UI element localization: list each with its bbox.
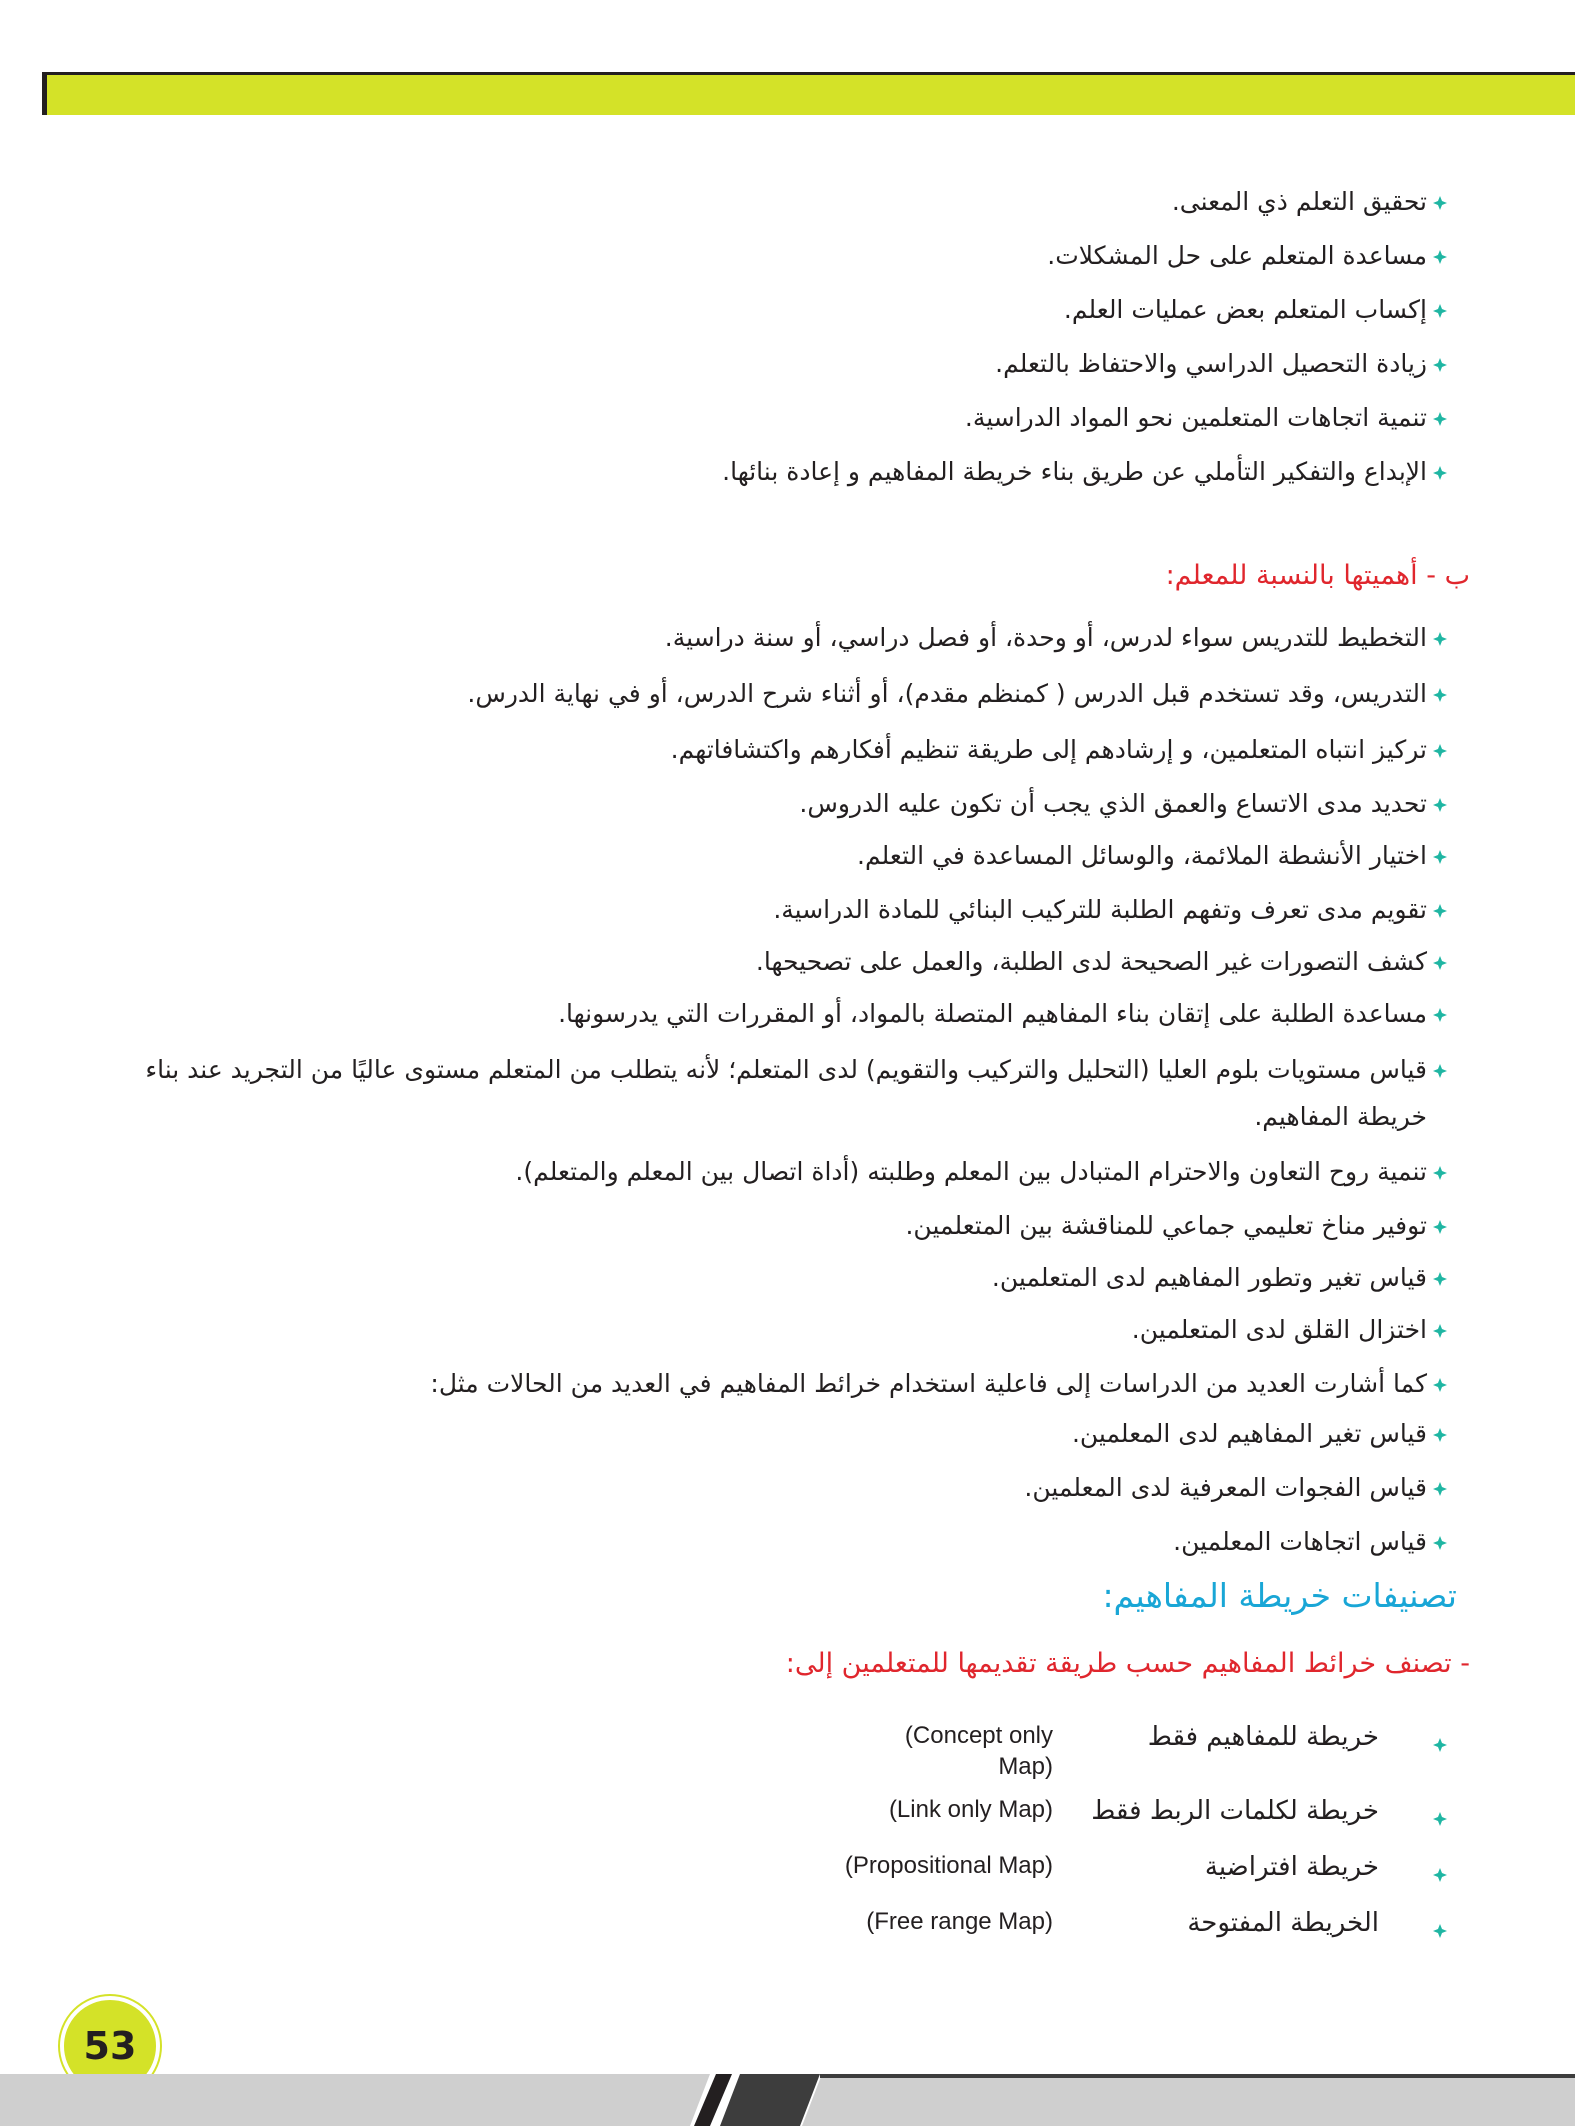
map-type-english: (Concept only Map) bbox=[904, 1722, 1053, 1780]
subheading-classification: - تصنف خرائط المفاهيم حسب طريقة تقديمها للمتعلمين إلى: bbox=[785, 1648, 1470, 1679]
star-bullet-icon bbox=[1433, 1008, 1445, 1020]
map-type-arabic: الخريطة المفتوحة bbox=[1187, 1908, 1379, 1938]
star-bullet-icon bbox=[1433, 1272, 1445, 1284]
map-type-arabic: خريطة للمفاهيم فقط bbox=[1147, 1722, 1379, 1752]
page-number: 53 bbox=[83, 2024, 137, 2068]
section-heading-teacher: ب - أهميتها بالنسبة للمعلم: bbox=[1165, 560, 1470, 591]
star-bullet-icon bbox=[1433, 1536, 1445, 1548]
star-bullet-icon bbox=[1433, 744, 1445, 756]
list-item: تنمية روح التعاون والاحترام المتبادل بين المعلم وطلبته (أداة اتصال بين المعلم والمتعلم). bbox=[515, 1157, 1427, 1186]
list-item: تحديد مدى الاتساع والعمق الذي يجب أن تكون عليه الدروس. bbox=[799, 789, 1427, 818]
star-bullet-icon bbox=[1433, 1166, 1445, 1178]
header-accent-bar bbox=[42, 72, 1575, 115]
star-bullet-icon bbox=[1433, 632, 1445, 644]
star-bullet-icon bbox=[1433, 358, 1445, 370]
list-item: توفير مناخ تعليمي جماعي للمناقشة بين المتعلمين. bbox=[905, 1211, 1427, 1240]
list-item: كما أشارت العديد من الدراسات إلى فاعلية استخدام خرائط المفاهيم في العديد من الحالات مثل: bbox=[430, 1369, 1427, 1398]
map-type-english: (Free range Map) bbox=[866, 1908, 1053, 1935]
list-item: قياس تغير وتطور المفاهيم لدى المتعلمين. bbox=[991, 1263, 1427, 1292]
list-item: تحقيق التعلم ذي المعنى. bbox=[1171, 187, 1427, 216]
list-item: اختيار الأنشطة الملائمة، والوسائل المساعدة في التعلم. bbox=[857, 841, 1427, 870]
star-bullet-icon bbox=[1433, 1220, 1445, 1232]
star-bullet-icon bbox=[1433, 1482, 1445, 1494]
list-item: قياس تغير المفاهيم لدى المعلمين. bbox=[1071, 1419, 1427, 1448]
list-item: قياس مستويات بلوم العليا (التحليل والتركيب والتقويم) لدى المتعلم؛ لأنه يتطلب من المتعلم مستوى عاليًا من التجريد عند بناء خريطة المفاهيم. bbox=[145, 1055, 1427, 1131]
star-bullet-icon bbox=[1433, 904, 1445, 916]
list-item: مساعدة المتعلم على حل المشكلات. bbox=[1047, 241, 1427, 270]
list-item: تنمية اتجاهات المتعلمين نحو المواد الدراسية. bbox=[964, 403, 1427, 432]
star-bullet-icon bbox=[1433, 1428, 1445, 1440]
map-type-arabic: خريطة لكلمات الربط فقط bbox=[1091, 1796, 1379, 1826]
star-bullet-icon bbox=[1433, 798, 1445, 810]
star-bullet-icon bbox=[1433, 1064, 1445, 1076]
star-bullet-icon bbox=[1433, 304, 1445, 316]
star-bullet-icon bbox=[1433, 1812, 1445, 1824]
section-heading-classification: تصنيفات خريطة المفاهيم: bbox=[1102, 1576, 1457, 1615]
star-bullet-icon bbox=[1433, 412, 1445, 424]
list-item: كشف التصورات غير الصحيحة لدى الطلبة، والعمل على تصحيحها. bbox=[755, 947, 1427, 976]
star-bullet-icon bbox=[1433, 1378, 1445, 1390]
star-bullet-icon bbox=[1433, 956, 1445, 968]
star-bullet-icon bbox=[1433, 688, 1445, 700]
footer-decoration bbox=[0, 2066, 1575, 2126]
list-item: اختزال القلق لدى المتعلمين. bbox=[1131, 1315, 1427, 1344]
star-bullet-icon bbox=[1433, 250, 1445, 262]
list-item: قياس اتجاهات المعلمين. bbox=[1173, 1527, 1427, 1556]
star-bullet-icon bbox=[1433, 196, 1445, 208]
star-bullet-icon bbox=[1433, 1738, 1445, 1750]
list-item: مساعدة الطلبة على إتقان بناء المفاهيم المتصلة بالمواد، أو المقررات التي يدرسونها. bbox=[558, 999, 1427, 1028]
map-type-english: (Link only Map) bbox=[888, 1796, 1053, 1823]
list-item: التدريس، وقد تستخدم قبل الدرس ( كمنظم مقدم)، أو أثناء شرح الدرس، أو في نهاية الدرس. bbox=[467, 679, 1427, 708]
map-type-arabic: خريطة افتراضية bbox=[1204, 1852, 1379, 1882]
star-bullet-icon bbox=[1433, 850, 1445, 862]
star-bullet-icon bbox=[1433, 466, 1445, 478]
list-item: قياس الفجوات المعرفية لدى المعلمين. bbox=[1024, 1473, 1427, 1502]
star-bullet-icon bbox=[1433, 1924, 1445, 1936]
list-item: زيادة التحصيل الدراسي والاحتفاظ بالتعلم. bbox=[995, 349, 1427, 378]
list-item: التخطيط للتدريس سواء لدرس، أو وحدة، أو فصل دراسي، أو سنة دراسية. bbox=[664, 623, 1427, 652]
map-type-english: (Propositional Map) bbox=[844, 1852, 1053, 1879]
list-item: الإبداع والتفكير التأملي عن طريق بناء خريطة المفاهيم و إعادة بنائها. bbox=[722, 457, 1427, 486]
list-item: إكساب المتعلم بعض عمليات العلم. bbox=[1063, 295, 1427, 324]
list-item: تركيز انتباه المتعلمين، و إرشادهم إلى طريقة تنظيم أفكارهم واكتشافاتهم. bbox=[670, 735, 1427, 764]
list-item: تقويم مدى تعرف وتفهم الطلبة للتركيب البنائي للمادة الدراسية. bbox=[773, 895, 1427, 924]
star-bullet-icon bbox=[1433, 1324, 1445, 1336]
star-bullet-icon bbox=[1433, 1868, 1445, 1880]
